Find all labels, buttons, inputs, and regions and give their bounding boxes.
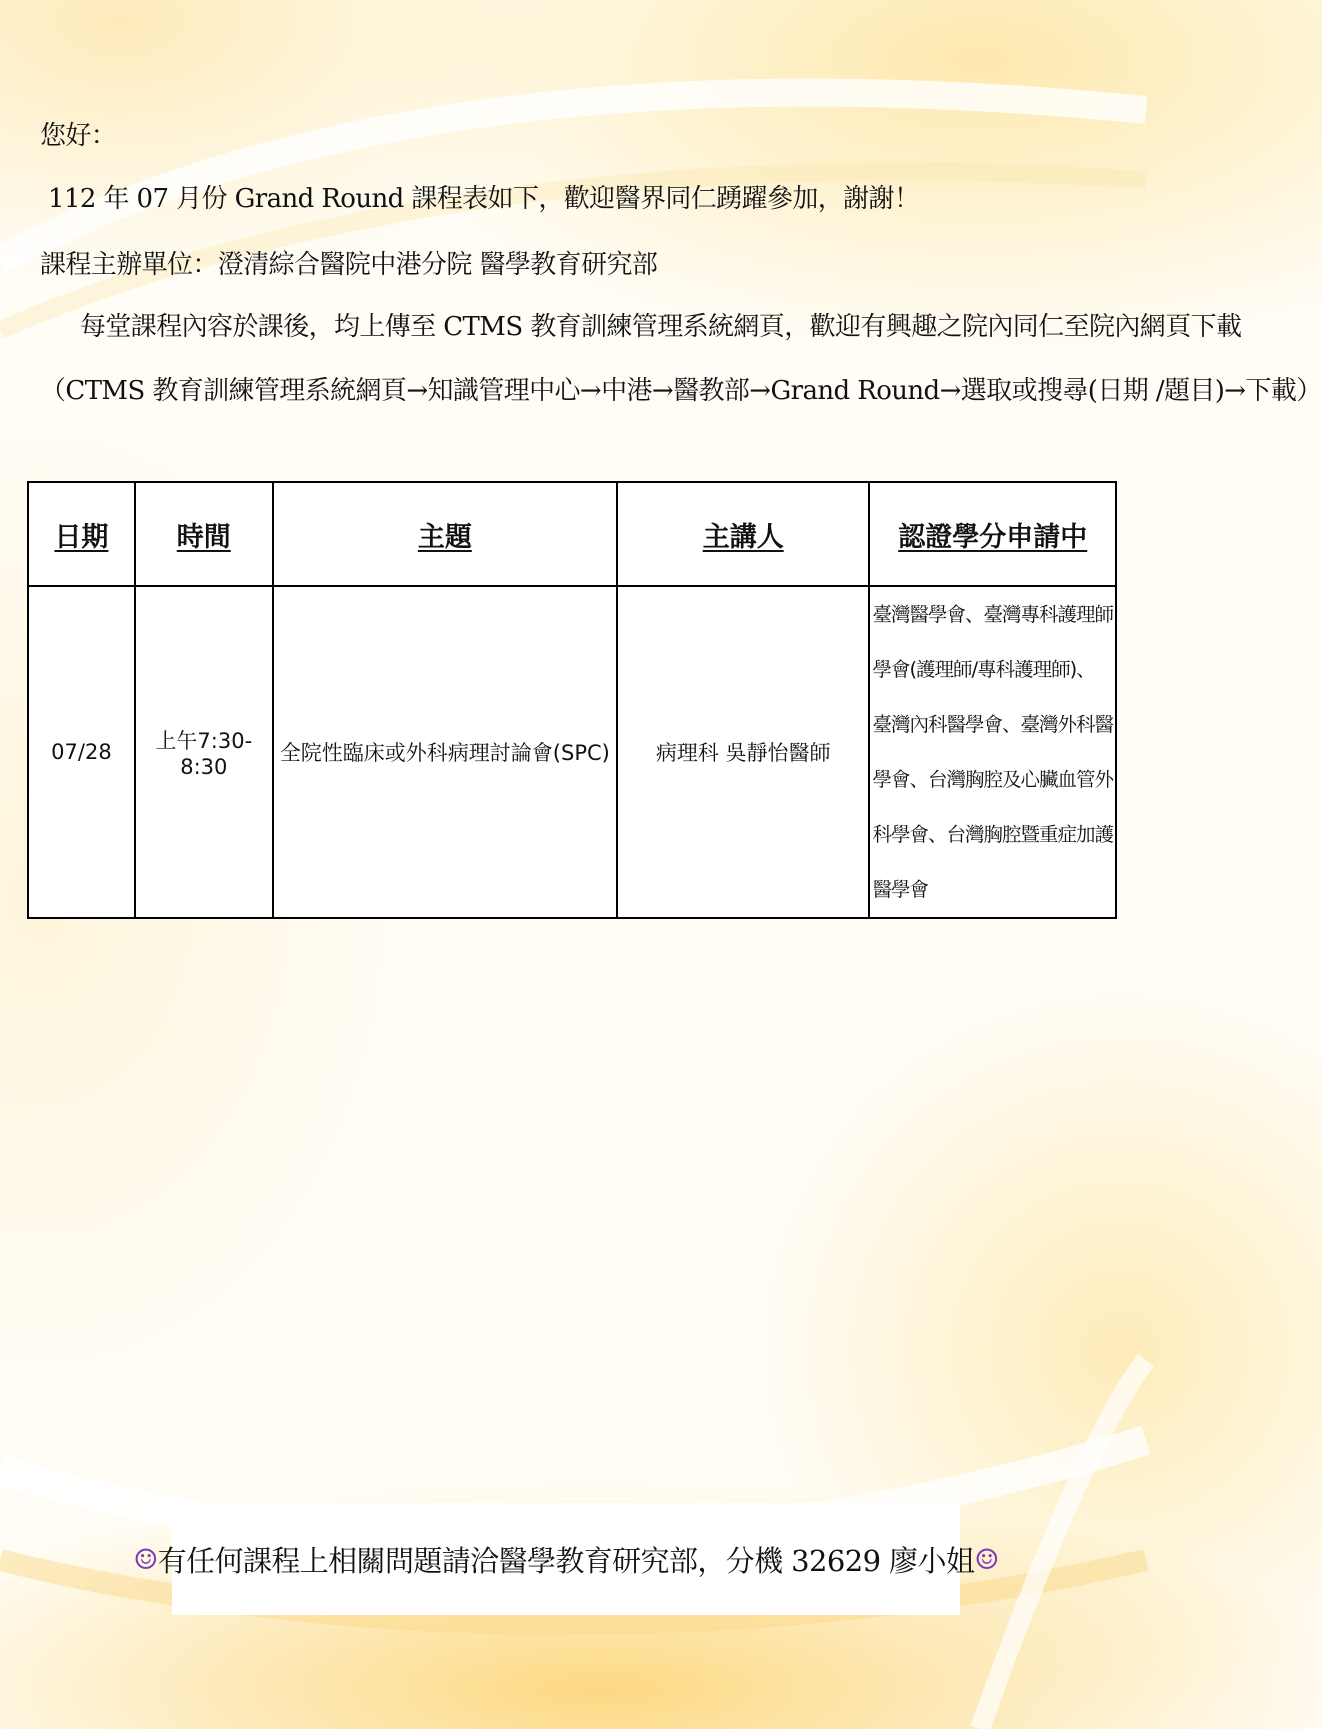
announcement: 112 年 07 月份 Grand Round 課程表如下，歡迎醫界同仁踴躍參加，謝謝！ xyxy=(48,184,920,214)
smile-icon: ☺ xyxy=(974,1542,999,1576)
cell-credits: 臺灣醫學會、臺灣專科護理師學會(護理師/專科護理師)、臺灣內科醫學會、臺灣外科醫學會、台灣胸腔及心臟血管外科學會、台灣胸腔暨重症加護醫學會 xyxy=(869,586,1116,918)
header-date: 日期 xyxy=(28,482,135,586)
cell-topic: 全院性臨床或外科病理討論會(SPC) xyxy=(273,586,617,918)
path-note: （CTMS 教育訓練管理系統網頁→知識管理中心→中港→醫教部→Grand Round→選取或搜尋(日期 /題目)→下載） xyxy=(40,376,1322,406)
contact-box xyxy=(133,1503,999,1615)
greeting: 您好： xyxy=(40,121,117,151)
schedule-table xyxy=(27,481,1117,919)
smile-icon: ☺ xyxy=(133,1542,158,1576)
header-topic: 主題 xyxy=(273,482,617,586)
cell-time: 上午7:30-8:30 xyxy=(135,586,273,918)
organizer: 課程主辦單位：澄清綜合醫院中港分院 醫學教育研究部 xyxy=(40,250,658,280)
cell-speaker: 病理科 吳靜怡醫師 xyxy=(617,586,869,918)
contact-text: 有任何課程上相關問題請洽醫學教育研究部，分機 32629 廖小姐 xyxy=(157,1543,975,1578)
header-time: 時間 xyxy=(135,482,273,586)
upload-note: 每堂課程內容於課後，均上傳至 CTMS 教育訓練管理系統網頁，歡迎有興趣之院內同仁至院內網頁下載 xyxy=(80,312,1242,342)
header-speaker: 主講人 xyxy=(617,482,869,586)
header-credits: 認證學分申請中 xyxy=(869,482,1116,586)
table-header-row xyxy=(28,482,1116,586)
cell-date: 07/28 xyxy=(28,586,135,918)
table-row xyxy=(28,586,1116,918)
